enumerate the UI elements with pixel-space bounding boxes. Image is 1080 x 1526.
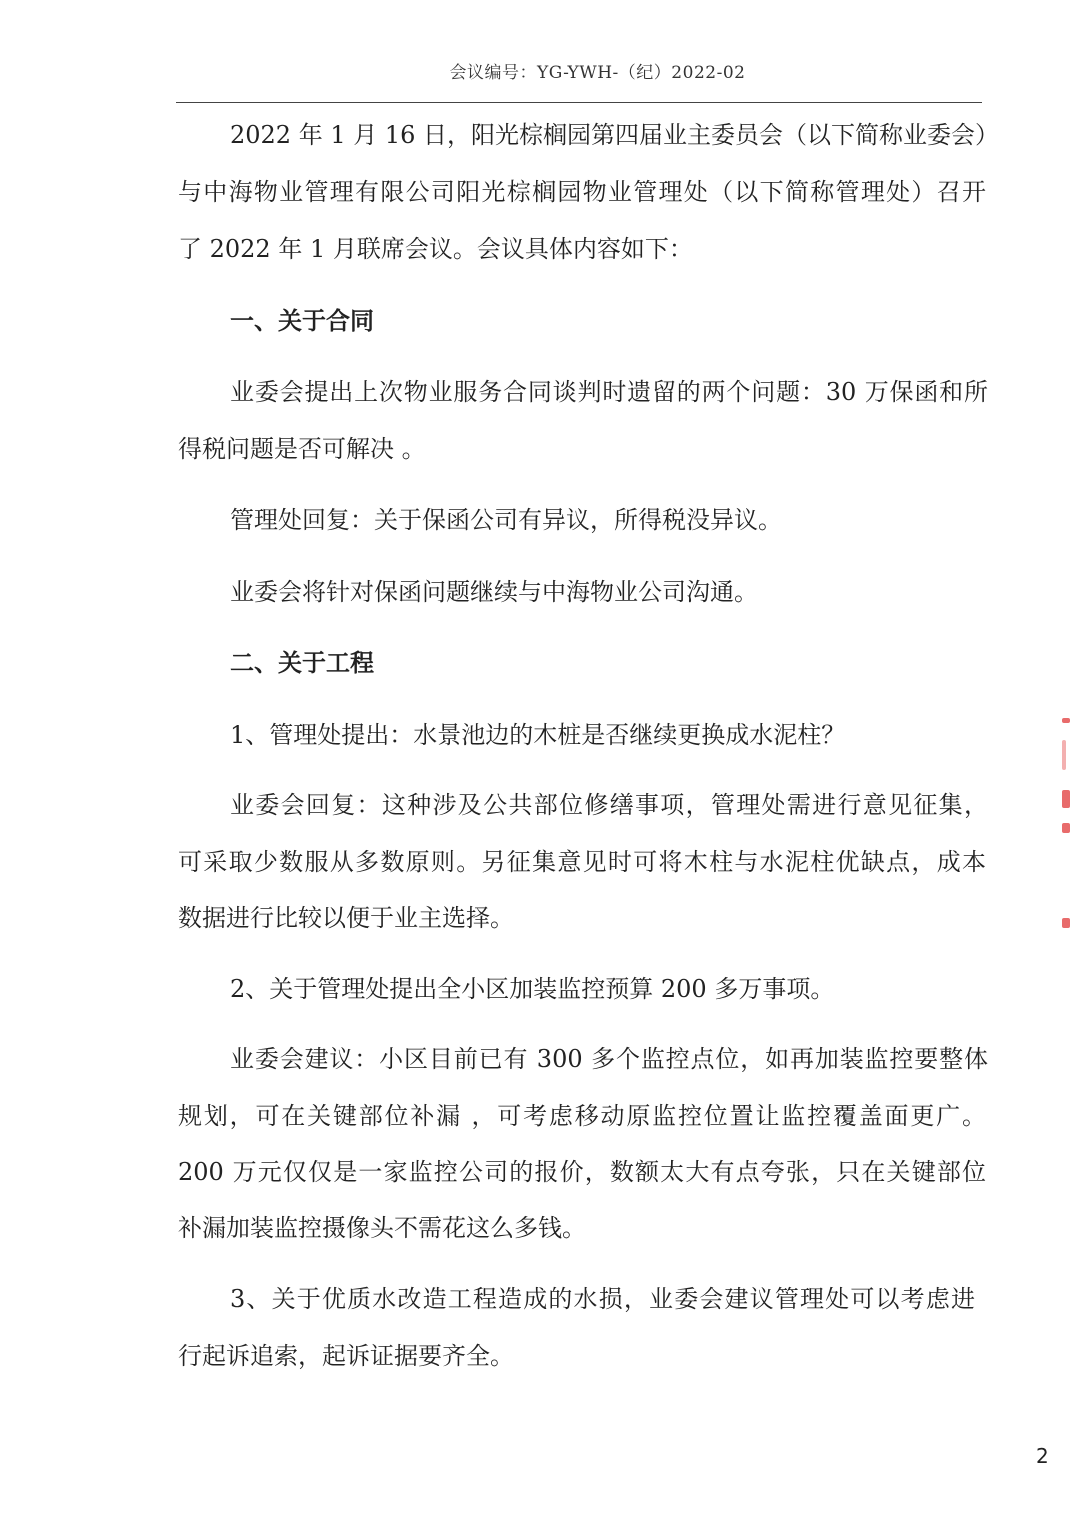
page-number: 2 <box>1036 1444 1049 1468</box>
seal-fragment <box>1062 790 1070 808</box>
paragraph-line: 补漏加装监控摄像头不需花这么多钱。 <box>178 1214 586 1242</box>
paragraph-line: 规划，可在关键部位补漏 ，可考虑移动原监控位置让监控覆盖面更广。 <box>178 1102 986 1130</box>
paragraph-line: 2、关于管理处提出全小区加装监控预算 200 多万事项。 <box>230 975 835 1003</box>
paragraph-line: 可采取少数服从多数原则。另征集意见时可将木柱与水泥柱优缺点，成本 <box>178 848 986 876</box>
paragraph-line: 行起诉追索，起诉证据要齐全。 <box>178 1342 514 1370</box>
paragraph-line: 3、关于优质水改造工程造成的水损，业委会建议管理处可以考虑进 <box>230 1285 975 1313</box>
paragraph-line: 业委会回复：这种涉及公共部位修缮事项，管理处需进行意见征集， <box>230 791 988 819</box>
paragraph-line: 管理处回复：关于保函公司有异议，所得税没异议。 <box>230 506 782 534</box>
paragraph-line: 业委会提出上次物业服务合同谈判时遗留的两个问题：30 万保函和所 <box>230 378 988 406</box>
paragraph-line: 业委会将针对保函问题继续与中海物业公司沟通。 <box>230 578 758 606</box>
paragraph-line: 与中海物业管理有限公司阳光棕榈园物业管理处（以下简称管理处）召开 <box>178 178 986 206</box>
paragraph-line: 数据进行比较以便于业主选择。 <box>178 904 514 932</box>
seal-fragment <box>1062 823 1070 833</box>
paragraph-line: 得税问题是否可解决 。 <box>178 435 426 463</box>
paragraph-line: 200 万元仅仅是一家监控公司的报价，数额太大有点夸张，只在关键部位 <box>178 1158 986 1186</box>
seal-fragment <box>1062 740 1066 770</box>
paragraph-line: 2022 年 1 月 16 日，阳光棕榈园第四届业主委员会（以下简称业委会） <box>230 121 1000 149</box>
header-divider <box>176 102 982 103</box>
meeting-number: 会议编号：YG-YWH-（纪）2022-02 <box>449 63 746 83</box>
section-heading-contract: 一、关于合同 <box>230 306 374 335</box>
paragraph-line: 了 2022 年 1 月联席会议。会议具体内容如下： <box>178 235 693 263</box>
section-heading-engineering: 二、关于工程 <box>230 648 374 677</box>
paragraph-line: 1、管理处提出：水景池边的木桩是否继续更换成水泥柱？ <box>230 721 846 749</box>
paragraph-line: 业委会建议：小区目前已有 300 多个监控点位，如再加装监控要整体 <box>230 1045 988 1073</box>
seal-fragment <box>1062 918 1070 928</box>
seal-fragment <box>1062 718 1070 723</box>
